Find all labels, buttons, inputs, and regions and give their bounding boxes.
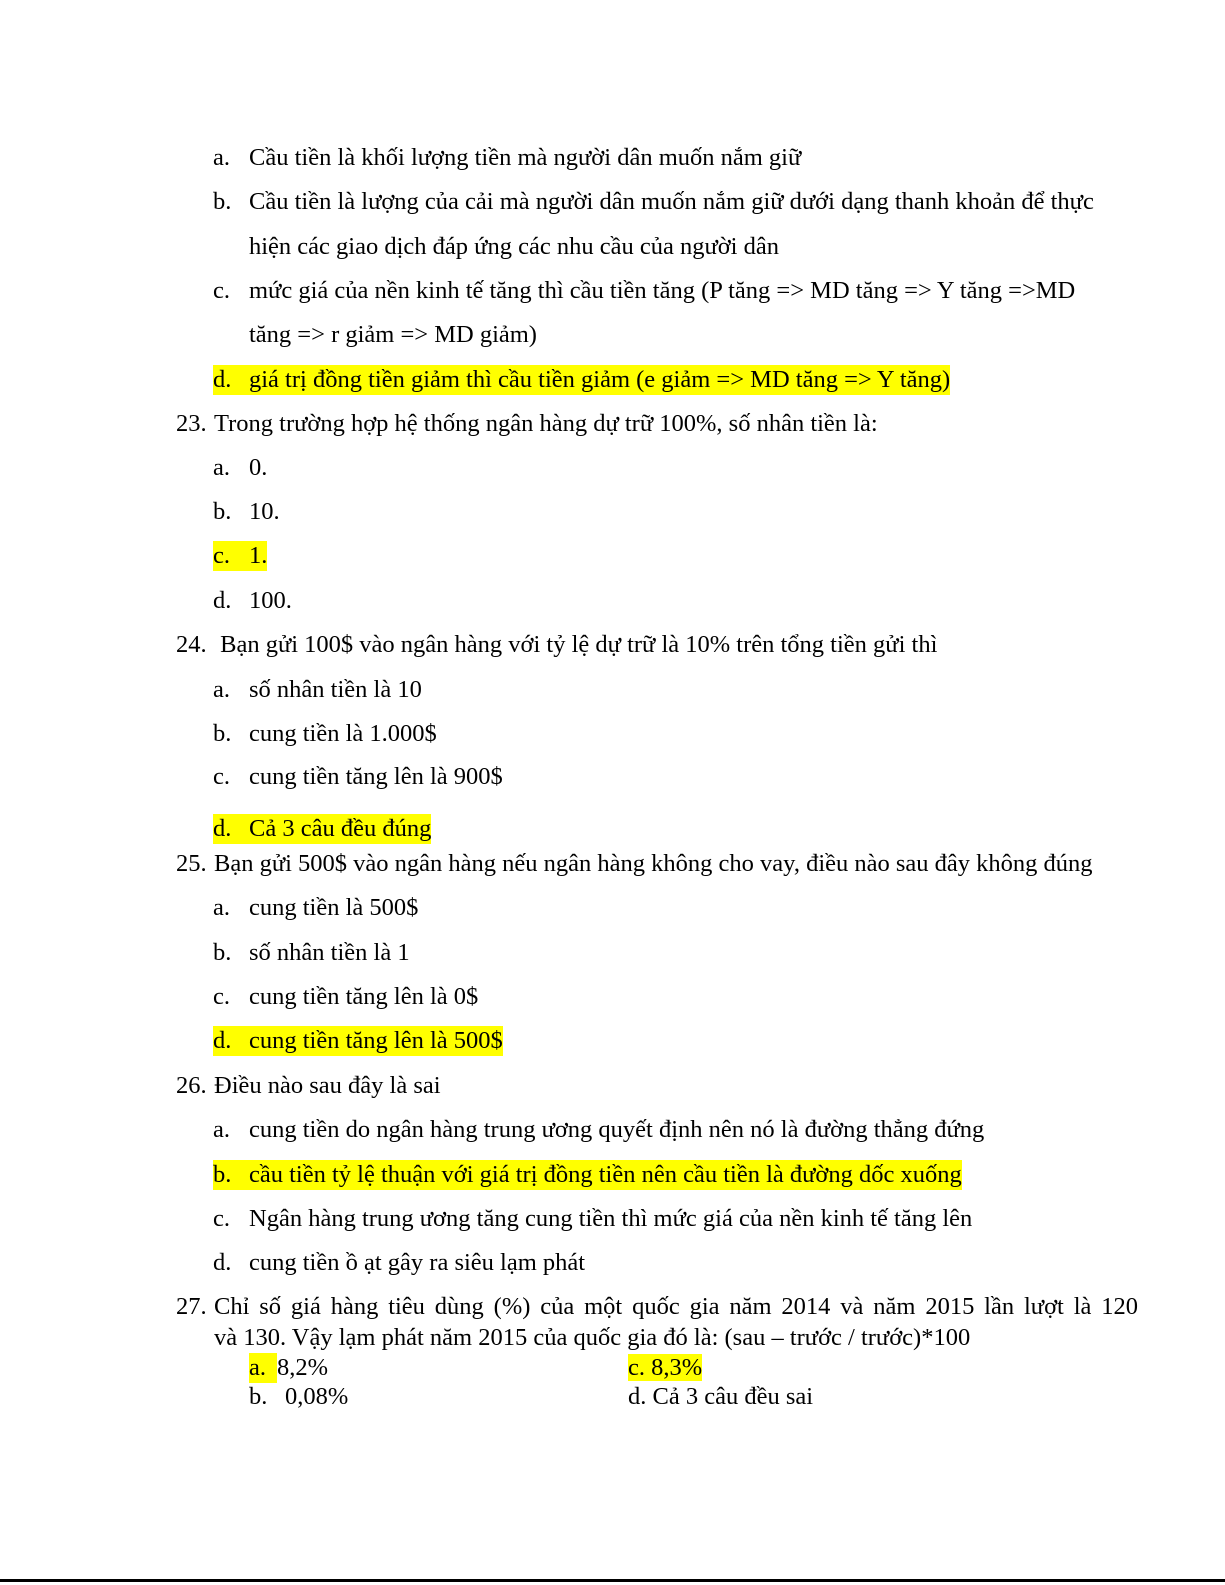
q25-option-b	[213, 938, 410, 968]
option-label: c.	[213, 541, 249, 571]
question-number: 27.	[176, 1293, 207, 1320]
option-text: mức giá của nền kinh tế tăng thì cầu tiền tăng (P tăng => MD tăng => Y tăng =>MD	[249, 277, 1076, 304]
question-text: Điều nào sau đây là sai	[214, 1072, 441, 1099]
option-text: 8,2%	[277, 1354, 329, 1381]
q25-option-c	[213, 982, 478, 1012]
page-bottom-rule	[0, 1579, 1225, 1582]
option-label: d.	[213, 365, 249, 395]
q25-option-d-highlighted	[213, 1026, 503, 1056]
question-text: Bạn gửi 100$ vào ngân hàng với tỷ lệ dự trữ là 10% trên tổng tiền gửi thì	[214, 631, 938, 658]
option-text: cung tiền tăng lên là 0$	[249, 983, 479, 1010]
option-label: a.	[213, 454, 230, 481]
q27-question-continued: và 130. Vậy lạm phát năm 2015 của quốc gia đó là: (sau – trước / trước)*100	[214, 1324, 971, 1351]
q25-option-a	[213, 893, 418, 923]
option-label: c.	[213, 1205, 230, 1232]
q27-option-a	[249, 1353, 328, 1383]
option-text: c. 8,3%	[628, 1354, 703, 1381]
option-text: Cầu tiền là khối lượng tiền mà người dân muốn nắm giữ	[249, 144, 802, 171]
option-label: a.	[213, 1116, 230, 1143]
option-label: b.	[213, 720, 232, 747]
q25-question	[176, 849, 1093, 879]
option-text: Cầu tiền là lượng của cải mà người dân muốn nắm giữ dưới dạng thanh khoản để thực	[249, 188, 1094, 215]
question-text: Bạn gửi 500$ vào ngân hàng nếu ngân hàng không cho vay, điều nào sau đây không đúng	[214, 850, 1093, 877]
option-label: c.	[213, 983, 230, 1010]
option-label: b.	[213, 498, 232, 525]
q22-option-a	[213, 143, 801, 173]
option-text: cung tiền ồ ạt gây ra siêu lạm phát	[249, 1249, 586, 1276]
option-text: 1.	[249, 542, 268, 569]
q27-option-b	[249, 1382, 348, 1412]
option-text: cung tiền là 1.000$	[249, 720, 437, 747]
q23-option-c-highlighted	[213, 541, 267, 571]
question-number: 25.	[176, 850, 207, 877]
question-number: 26.	[176, 1072, 207, 1099]
option-label: d.	[213, 1249, 232, 1276]
option-text: cung tiền là 500$	[249, 894, 419, 921]
option-text: cung tiền do ngân hàng trung ương quyết định nên nó là đường thẳng đứng	[249, 1116, 985, 1143]
question-text: Trong trường hợp hệ thống ngân hàng dự trữ 100%, số nhân tiền là:	[214, 410, 878, 437]
question-number: 23.	[176, 410, 207, 437]
option-label: b.	[213, 188, 232, 215]
option-text: cung tiền tăng lên là 900$	[249, 763, 503, 790]
q26-option-d	[213, 1248, 585, 1278]
q27-option-d: d. Cả 3 câu đều sai	[628, 1383, 814, 1410]
option-label: c.	[213, 763, 230, 790]
option-label: d.	[213, 587, 232, 614]
q22-option-c	[213, 276, 1075, 306]
option-label: a.	[213, 894, 230, 921]
option-text: giá trị đồng tiền giảm thì cầu tiền giảm (e giảm => MD tăng => Y tăng)	[249, 366, 951, 393]
q24-option-c	[213, 762, 503, 792]
question-text: Chỉ số giá hàng tiêu dùng (%) của một quốc gia năm 2014 và năm 2015 lần lượt là 120	[214, 1293, 1138, 1320]
option-text: 0.	[249, 454, 268, 481]
q23-option-a	[213, 453, 267, 483]
q23-option-b	[213, 497, 280, 527]
question-number: 24.	[176, 631, 207, 658]
option-text: Ngân hàng trung ương tăng cung tiền thì mức giá của nền kinh tế tăng lên	[249, 1205, 973, 1232]
option-text: cầu tiền tỷ lệ thuận với giá trị đồng tiền nên cầu tiền là đường dốc xuống	[249, 1161, 962, 1188]
q24-option-b	[213, 719, 437, 749]
option-text: số nhân tiền là 10	[249, 676, 422, 703]
option-text: cung tiền tăng lên là 500$	[249, 1027, 503, 1054]
q27-question	[176, 1292, 1138, 1322]
q26-option-b-highlighted	[213, 1160, 962, 1190]
option-label: b.	[213, 1160, 249, 1190]
option-label: d.	[213, 1026, 249, 1056]
option-label: b.	[249, 1383, 268, 1410]
option-label: a.	[213, 144, 230, 171]
option-label: a.	[249, 1353, 277, 1383]
q26-option-a	[213, 1115, 984, 1145]
q24-option-a	[213, 675, 422, 705]
q24-question	[176, 630, 937, 660]
q26-question	[176, 1071, 441, 1101]
option-text: Cả 3 câu đều đúng	[249, 815, 432, 842]
q22-option-b-continued: hiện các giao dịch đáp ứng các nhu cầu của người dân	[249, 233, 779, 260]
option-label: b.	[213, 939, 232, 966]
q27-option-c-highlighted	[628, 1353, 702, 1383]
q23-question	[176, 409, 878, 439]
q26-option-c	[213, 1204, 972, 1234]
q22-option-d-highlighted	[213, 365, 950, 395]
option-label: a.	[213, 676, 230, 703]
option-text: 0,08%	[285, 1383, 349, 1410]
option-text: 100.	[249, 587, 292, 614]
q23-option-d	[213, 586, 292, 616]
q22-option-c-continued: tăng => r giảm => MD giảm)	[249, 321, 537, 348]
option-label: c.	[213, 277, 230, 304]
option-text: số nhân tiền là 1	[249, 939, 410, 966]
option-text: 10.	[249, 498, 280, 525]
q22-option-b	[213, 187, 1094, 217]
q24-option-d-highlighted	[213, 814, 431, 844]
option-label: d.	[213, 814, 249, 844]
